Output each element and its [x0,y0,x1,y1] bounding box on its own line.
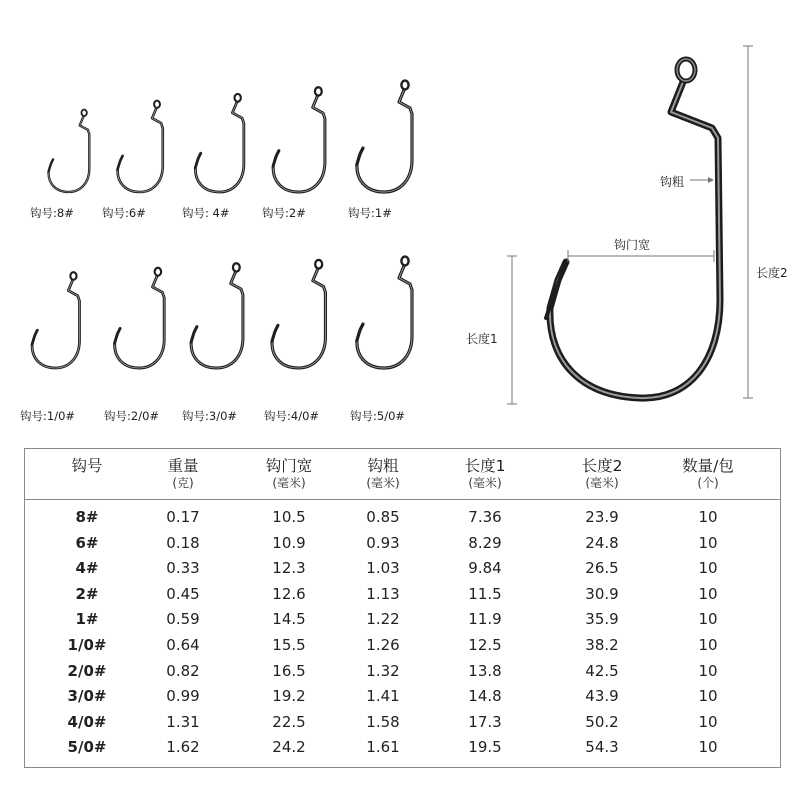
table-cell: 1.22 [366,610,400,629]
column-unit: (毫米) [585,476,619,490]
hook-size-label: 钩号: 4# [182,206,230,220]
hook-size-label: 钩号:1# [348,206,392,220]
table-row [25,581,780,607]
hook-size-label: 钩号:8# [30,206,74,220]
table-row [25,530,780,556]
column-unit: (个) [697,476,719,490]
table-row [25,632,780,658]
table-cell: 10 [698,559,718,578]
hook-size-cell: 6# [75,533,99,552]
hook-size-cell: 1# [75,610,99,629]
hook-size-label: 钩号:5/0# [350,409,406,423]
column-header [435,457,535,490]
spec-table [24,448,781,768]
table-cell: 22.5 [272,712,306,731]
table-cell: 12.5 [468,636,502,654]
table-cell: 9.84 [468,559,502,578]
table-cell: 10 [698,712,718,731]
table-cell: 42.5 [585,661,619,680]
hook-size-cell: 4# [75,559,99,578]
table-cell: 12.6 [272,584,306,603]
table-cell: 0.82 [166,661,200,680]
table-cell: 11.9 [468,610,502,629]
table-cell: 1.61 [366,738,400,757]
column-title: 长度1 [464,457,506,475]
hook-size-cell: 3/0# [67,687,107,706]
hook-size-label: 钩号:2# [262,206,306,220]
table-cell: 38.2 [585,636,619,654]
table-cell: 1.58 [366,712,400,731]
large-hook-body [546,59,720,398]
table-cell: 1.31 [166,712,200,731]
gap-width-label: 钩门宽 [614,238,651,252]
table-cell: 0.99 [166,687,200,706]
hook-size-label: 钩号:1/0# [20,409,76,423]
table-cell: 1.32 [366,661,400,680]
table-cell: 11.5 [468,584,502,603]
hook-size-cell: 2/0# [67,661,107,680]
table-cell: 10 [698,687,718,706]
column-header [547,457,657,490]
table-cell: 19.5 [468,738,502,757]
hook-size-cell: 2# [75,584,99,603]
table-cell: 10.5 [272,508,306,526]
header-divider [25,499,780,500]
table-cell: 8.29 [468,533,502,552]
hook-size-label: 钩号:3/0# [182,409,238,423]
wire-thickness-label: 钩粗 [660,175,685,189]
table-cell: 10 [698,584,718,603]
table-cell: 23.9 [585,508,619,526]
column-header [133,457,233,490]
table-cell: 15.5 [272,636,306,654]
hook-size-label: 钩号:6# [102,206,146,220]
table-cell: 24.2 [272,738,306,757]
length1-label: 长度1 [466,332,498,346]
table-cell: 50.2 [585,712,619,731]
hook-size-cell: 8# [75,508,99,526]
table-cell: 0.59 [166,610,200,629]
table-cell: 24.8 [585,533,619,552]
table-cell: 26.5 [585,559,619,578]
table-cell: 0.33 [166,559,200,578]
table-cell: 1.41 [366,687,400,706]
hook-size-cell: 5/0# [67,738,107,757]
table-cell: 1.13 [366,584,400,603]
table-cell: 43.9 [585,687,619,706]
table-row [25,683,780,709]
column-header [234,457,344,490]
column-header [653,457,763,490]
column-title: 长度2 [581,457,623,475]
table-cell: 19.2 [272,687,306,706]
column-unit: (克) [172,476,194,490]
hook-size-cell: 4/0# [67,712,107,731]
table-cell: 10 [698,610,718,629]
table-cell: 1.03 [366,559,400,578]
table-cell: 1.62 [166,738,200,757]
table-cell: 0.45 [166,584,200,603]
table-cell: 14.8 [468,687,502,706]
table-cell: 30.9 [585,584,619,603]
table-row [25,555,780,581]
hook-size-cell: 1/0# [67,636,107,654]
length2-label: 长度2 [756,266,788,280]
table-row [25,734,780,760]
table-cell: 0.17 [166,508,200,526]
table-cell: 0.18 [166,533,200,552]
column-header [338,457,428,490]
table-cell: 35.9 [585,610,619,629]
table-cell: 0.64 [166,636,200,654]
table-cell: 10 [698,636,718,654]
column-title: 钩号 [71,457,103,475]
column-title: 重量 [167,457,199,475]
table-cell: 13.8 [468,661,502,680]
table-cell: 0.85 [366,508,400,526]
table-cell: 10 [698,533,718,552]
table-cell: 0.93 [366,533,400,552]
table-cell: 7.36 [468,508,502,526]
table-cell: 17.3 [468,712,502,731]
column-title: 数量/包 [682,457,734,475]
column-title: 钩粗 [367,457,399,475]
table-cell: 10 [698,738,718,757]
table-cell: 1.26 [366,636,400,654]
table-row [25,606,780,632]
column-title: 钩门宽 [265,457,313,475]
table-row [25,709,780,735]
table-cell: 10.9 [272,533,306,552]
table-cell: 14.5 [272,610,306,629]
table-row [25,658,780,684]
table-cell: 12.3 [272,559,306,578]
column-unit: (毫米) [366,476,400,490]
hook-size-label: 钩号:2/0# [104,409,160,423]
column-unit: (毫米) [272,476,306,490]
table-cell: 10 [698,508,718,526]
table-cell: 16.5 [272,661,306,680]
column-header [37,457,137,475]
table-row [25,504,780,530]
hook-size-label: 钩号:4/0# [264,409,320,423]
column-unit: (毫米) [468,476,502,490]
table-cell: 10 [698,661,718,680]
table-cell: 54.3 [585,738,619,757]
